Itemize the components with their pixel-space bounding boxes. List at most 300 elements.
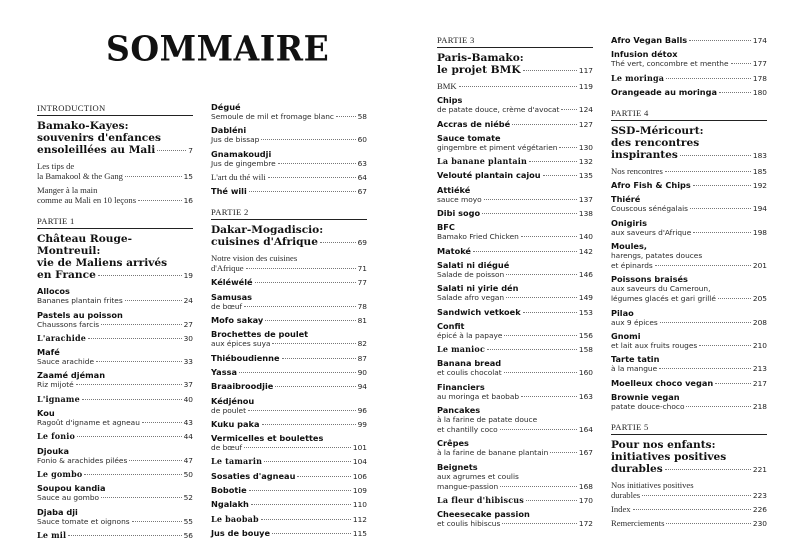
- entry-heading: Sauce tomate: [437, 132, 501, 143]
- entry-title: Matoké: [437, 245, 471, 256]
- toc-entry[interactable]: [611, 241, 767, 271]
- entry-line[interactable]: [437, 344, 593, 355]
- page-number: 109: [352, 486, 367, 496]
- page-number: 110: [352, 500, 367, 510]
- page-number: 180: [752, 87, 767, 97]
- entry-line[interactable]: [37, 380, 193, 390]
- toc-entry[interactable]: [437, 95, 593, 115]
- entry-line[interactable]: [37, 431, 193, 442]
- dot-leader: [68, 535, 181, 536]
- toc-entry[interactable]: [611, 49, 767, 69]
- entry-title: aux épices suya: [211, 339, 271, 349]
- chapter-title-line: Pour nos enfants:: [611, 438, 716, 451]
- dot-leader: [297, 476, 350, 477]
- page-number: 198: [752, 227, 767, 237]
- entry-title: L'art du thé wili: [211, 171, 266, 182]
- chapter-heading[interactable]: [611, 125, 767, 162]
- entry-title: Thé wili: [211, 186, 247, 197]
- page-number: 223: [752, 490, 767, 500]
- dot-leader: [264, 461, 351, 462]
- chapter-heading[interactable]: [611, 439, 767, 476]
- toc-entry[interactable]: [437, 260, 593, 280]
- entry-heading: Moules,: [611, 241, 647, 252]
- toc-entry[interactable]: [611, 87, 767, 98]
- dot-leader: [543, 175, 577, 176]
- entry-title: comme au Mali en 10 leçons: [37, 195, 137, 206]
- toc-entry[interactable]: [211, 102, 367, 122]
- toc-entry[interactable]: [211, 528, 367, 539]
- entry-line[interactable]: [437, 246, 593, 257]
- dot-leader: [500, 486, 577, 487]
- section-label: PARTIE 2: [211, 207, 367, 220]
- toc-entry[interactable]: [437, 307, 593, 318]
- entry-line[interactable]: [611, 518, 767, 529]
- dot-leader: [248, 410, 356, 411]
- dot-leader: [76, 384, 182, 385]
- toc-entry[interactable]: [611, 392, 767, 412]
- toc-entry[interactable]: [611, 354, 767, 374]
- toc-entry[interactable]: [37, 333, 193, 344]
- entry-line[interactable]: [211, 159, 367, 169]
- entry-line[interactable]: [437, 81, 593, 92]
- entry-line[interactable]: [611, 73, 767, 84]
- section-label: PARTIE 1: [37, 216, 193, 229]
- entry-line[interactable]: [37, 517, 193, 527]
- entry-line[interactable]: [611, 504, 767, 515]
- toc-entry[interactable]: [437, 382, 593, 402]
- page-number: 158: [578, 345, 593, 355]
- entry-line[interactable]: [37, 357, 193, 367]
- entry-title: épicé à la papaye: [437, 330, 503, 340]
- toc-entry[interactable]: [211, 186, 367, 197]
- dot-leader: [655, 265, 751, 266]
- entry-heading: Tarte tatin: [611, 354, 660, 365]
- section-label: PARTIE 5: [611, 422, 767, 435]
- entry-title: Moelleux choco vegan: [611, 377, 714, 388]
- entry-line[interactable]: [211, 485, 367, 496]
- dot-leader: [142, 422, 182, 423]
- entry-line[interactable]: [437, 368, 593, 378]
- entry-line[interactable]: [611, 35, 767, 46]
- toc-entry[interactable]: [37, 394, 193, 405]
- dot-leader: [506, 274, 577, 275]
- entry-line[interactable]: [211, 135, 367, 145]
- dot-leader: [506, 297, 577, 298]
- toc-entry[interactable]: [437, 208, 593, 219]
- toc-entry[interactable]: [611, 194, 767, 214]
- toc-entry[interactable]: [611, 480, 767, 501]
- entry-line: Manger à la main: [37, 185, 98, 196]
- toc-entry[interactable]: [37, 431, 193, 442]
- entry-title: gingembre et piment végétarien: [437, 142, 558, 152]
- toc-entry[interactable]: [37, 408, 193, 428]
- entry-line[interactable]: [37, 493, 193, 503]
- entry-line[interactable]: [211, 172, 367, 183]
- entry-line[interactable]: [211, 456, 367, 467]
- page-number: 78: [357, 301, 367, 311]
- entry-line: aux saveurs du Cameroun,: [611, 284, 711, 294]
- toc-entry[interactable]: [37, 483, 193, 503]
- entry-title: Index: [611, 504, 631, 515]
- entry-line[interactable]: [611, 87, 767, 98]
- toc-entry[interactable]: [211, 433, 367, 453]
- entry-heading: Banana bread: [437, 358, 502, 369]
- entry-line[interactable]: [437, 156, 593, 167]
- entry-line[interactable]: [37, 394, 193, 405]
- toc-entry[interactable]: [37, 286, 193, 306]
- toc-entry[interactable]: [211, 353, 367, 364]
- chapter-title-line: initiatives positives: [611, 450, 727, 463]
- dot-leader: [715, 383, 751, 384]
- toc-column-3: [437, 35, 593, 539]
- chapter-title-line[interactable]: [37, 144, 193, 157]
- entry-line[interactable]: [211, 339, 367, 349]
- toc-entry[interactable]: [611, 378, 767, 389]
- entry-line[interactable]: [611, 261, 767, 271]
- page-number: 101: [352, 443, 367, 453]
- toc-entry[interactable]: [611, 35, 767, 46]
- entry-heading: Brochettes de poulet: [211, 329, 309, 340]
- toc-entry[interactable]: [37, 469, 193, 480]
- entry-title: au moringa et baobab: [437, 391, 520, 401]
- entry-line[interactable]: [211, 499, 367, 510]
- entry-line[interactable]: [611, 166, 767, 177]
- entry-title: Le gombo: [37, 468, 83, 479]
- dot-leader: [251, 504, 351, 505]
- page-number: 127: [578, 119, 593, 129]
- dot-leader: [484, 199, 577, 200]
- entry-title: Bamako Fried Chicken: [437, 232, 519, 242]
- entry-title: de patate douce, crème d'avocat: [437, 105, 560, 115]
- dot-leader: [459, 86, 577, 87]
- entry-title: Velouté plantain cajou: [437, 170, 541, 181]
- toc-entry[interactable]: [611, 518, 767, 529]
- chapter-heading[interactable]: [37, 120, 193, 157]
- entry-title: Ragoût d'igname et agneau: [37, 418, 140, 428]
- dot-leader: [278, 163, 356, 164]
- entry-title: Orangeade au moringa: [611, 86, 717, 97]
- entry-line[interactable]: [437, 392, 593, 402]
- toc-entry[interactable]: [211, 396, 367, 416]
- page-number: 43: [183, 418, 193, 428]
- page-number: 178: [752, 73, 767, 83]
- toc-entry[interactable]: [211, 315, 367, 326]
- toc-entry[interactable]: [611, 308, 767, 328]
- toc-entry[interactable]: [437, 133, 593, 153]
- page-number: 71: [357, 264, 367, 274]
- entry-title: Afro Fish & Chips: [611, 180, 691, 191]
- chapter-title-line[interactable]: [37, 269, 193, 282]
- dot-leader: [249, 490, 351, 491]
- toc-entry[interactable]: [437, 509, 593, 529]
- entry-line[interactable]: [437, 208, 593, 219]
- entry-line[interactable]: [37, 530, 193, 541]
- entry-title: Ngalakh: [211, 499, 249, 510]
- entry-line[interactable]: [37, 195, 193, 206]
- dot-leader: [262, 424, 356, 425]
- toc-entry[interactable]: [437, 438, 593, 458]
- toc-entry[interactable]: [211, 277, 367, 288]
- toc-entry[interactable]: [211, 485, 367, 496]
- page-number: 210: [752, 340, 767, 350]
- entry-line[interactable]: [211, 112, 367, 122]
- entry-line[interactable]: [611, 364, 767, 374]
- chapter-title-line: Château Rouge-Montreuil:: [37, 233, 133, 258]
- page-number: 185: [752, 166, 767, 176]
- entry-title: L'arachide: [37, 332, 87, 343]
- entry-line[interactable]: [437, 119, 593, 130]
- entry-title: Accras de niébé: [437, 118, 511, 129]
- dot-leader: [88, 338, 182, 339]
- entry-line[interactable]: [211, 263, 367, 274]
- entry-title: Braaibroodjie: [211, 381, 274, 392]
- entry-line[interactable]: [211, 367, 367, 378]
- entry-title: patate douce-choco: [611, 401, 685, 411]
- entry-title: Le mil: [37, 529, 67, 540]
- page-number: 24: [183, 296, 193, 306]
- entry-line[interactable]: [211, 514, 367, 525]
- toc-entry[interactable]: [211, 456, 367, 467]
- dot-leader: [699, 345, 751, 346]
- toc-entry[interactable]: [437, 156, 593, 167]
- dot-leader: [84, 474, 181, 475]
- page-number: 213: [752, 364, 767, 374]
- entry-line[interactable]: [211, 277, 367, 288]
- toc-section: [611, 422, 767, 530]
- entry-line[interactable]: [211, 353, 367, 364]
- entry-line[interactable]: [211, 315, 367, 326]
- entry-line[interactable]: [37, 171, 193, 182]
- toc-entry[interactable]: [437, 405, 593, 435]
- entry-line[interactable]: [37, 418, 193, 428]
- page-number: 194: [752, 204, 767, 214]
- entry-title: Sauce tomate et oignons: [37, 516, 130, 526]
- entry-line[interactable]: [437, 448, 593, 458]
- dot-leader: [336, 116, 356, 117]
- entry-title: La banane plantain: [437, 156, 528, 167]
- toc-entry[interactable]: [211, 419, 367, 430]
- page-number: 117: [578, 66, 593, 75]
- entry-heading: Pancakes: [437, 405, 481, 416]
- entry-title: cuisines d'Afrique: [211, 236, 318, 249]
- entry-line[interactable]: [437, 495, 593, 506]
- toc-section: [437, 35, 593, 529]
- dot-leader: [665, 469, 751, 470]
- entry-title: Chaussons farcis: [37, 319, 100, 329]
- chapter-heading[interactable]: [211, 224, 367, 249]
- entry-line[interactable]: [611, 59, 767, 69]
- chapter-title-line[interactable]: [611, 463, 767, 476]
- entry-title: Sosaties d'agneau: [211, 470, 296, 481]
- page-number: 56: [183, 530, 193, 540]
- entry-line[interactable]: [437, 519, 593, 529]
- entry-title: Mofo sakay: [211, 315, 264, 326]
- dot-leader: [642, 495, 751, 496]
- chapter-title-line[interactable]: [437, 64, 593, 77]
- page-number: 37: [183, 380, 193, 390]
- toc-entry[interactable]: [211, 253, 367, 274]
- toc-entry[interactable]: [437, 119, 593, 130]
- dot-leader: [261, 519, 351, 520]
- toc-entry[interactable]: [37, 185, 193, 206]
- toc-entry[interactable]: [37, 507, 193, 527]
- entry-line[interactable]: [37, 296, 193, 306]
- toc-entry[interactable]: [211, 367, 367, 378]
- entry-line: harengs, patates douces: [611, 251, 703, 261]
- entry-line[interactable]: [437, 425, 593, 435]
- entry-heading: BFC: [437, 222, 455, 233]
- entry-line[interactable]: [611, 402, 767, 412]
- entry-line[interactable]: [611, 204, 767, 214]
- toc-entry[interactable]: [211, 125, 367, 145]
- toc-entry[interactable]: [37, 347, 193, 367]
- toc-entry[interactable]: [37, 446, 193, 466]
- entry-title: aux 9 épices: [611, 317, 658, 327]
- entry-line[interactable]: [437, 105, 593, 115]
- page-number: 221: [752, 464, 767, 474]
- entry-line[interactable]: [211, 406, 367, 416]
- entry-line[interactable]: [611, 228, 767, 238]
- toc-entry[interactable]: [437, 321, 593, 341]
- toc-entry[interactable]: [437, 462, 593, 492]
- entry-heading: Brownie vegan: [611, 391, 680, 402]
- toc-entry[interactable]: [611, 331, 767, 351]
- toc-entry[interactable]: [611, 73, 767, 84]
- toc-entry[interactable]: [611, 180, 767, 191]
- entry-line[interactable]: [437, 143, 593, 153]
- toc-section: [211, 102, 367, 197]
- page-number: 112: [352, 514, 367, 524]
- entry-heading: Beignets: [437, 461, 478, 472]
- dot-leader: [96, 361, 182, 362]
- entry-title: Le tamarin: [211, 456, 263, 467]
- entry-line[interactable]: [437, 482, 593, 492]
- entry-line[interactable]: [437, 331, 593, 341]
- entry-line[interactable]: [211, 381, 367, 392]
- entry-line[interactable]: [211, 443, 367, 453]
- toc-entry[interactable]: [37, 310, 193, 330]
- entry-line[interactable]: [611, 294, 767, 304]
- entry-line[interactable]: [611, 180, 767, 191]
- entry-title: Thiéboudienne: [211, 352, 280, 363]
- page-number: 192: [752, 181, 767, 191]
- entry-line[interactable]: [37, 333, 193, 344]
- dot-leader: [500, 429, 577, 430]
- entry-line[interactable]: [611, 490, 767, 501]
- toc-entry[interactable]: [437, 495, 593, 506]
- toc-entry[interactable]: [211, 514, 367, 525]
- chapter-title-line[interactable]: [211, 236, 367, 249]
- entry-line[interactable]: [37, 469, 193, 480]
- entry-line[interactable]: [611, 378, 767, 389]
- page-number: 33: [183, 357, 193, 367]
- toc-entry[interactable]: [611, 166, 767, 177]
- entry-title: Remerciements: [611, 518, 665, 529]
- page-number: 230: [752, 519, 767, 529]
- toc-entry[interactable]: [437, 185, 593, 205]
- toc-entry[interactable]: [211, 329, 367, 349]
- toc-section: [37, 216, 193, 541]
- entry-line[interactable]: [37, 320, 193, 330]
- entry-title: et coulis hibiscus: [437, 519, 501, 529]
- dot-leader: [502, 523, 577, 524]
- chapter-heading[interactable]: [37, 233, 193, 282]
- entry-line[interactable]: [211, 302, 367, 312]
- entry-title: et lait aux fruits rouges: [611, 340, 698, 350]
- toc-entry[interactable]: [211, 471, 367, 482]
- entry-line[interactable]: [611, 341, 767, 351]
- chapter-title-line: Dakar-Mogadiscio:: [211, 224, 324, 237]
- page-number: 44: [183, 432, 193, 442]
- entry-line[interactable]: [211, 528, 367, 539]
- entry-line[interactable]: [437, 232, 593, 242]
- toc-entry[interactable]: [37, 370, 193, 390]
- chapter-title-line[interactable]: [611, 149, 767, 162]
- entry-line[interactable]: [211, 419, 367, 430]
- dot-leader: [666, 78, 751, 79]
- dot-leader: [101, 497, 182, 498]
- toc-entry[interactable]: [437, 170, 593, 181]
- entry-line[interactable]: [437, 195, 593, 205]
- entry-title: de bœuf: [211, 301, 243, 311]
- entry-heading: Gnomi: [611, 330, 641, 341]
- entry-title: Sandwich vetkoek: [437, 306, 521, 317]
- entry-line[interactable]: [437, 293, 593, 303]
- entry-line[interactable]: [211, 471, 367, 482]
- toc-entry[interactable]: [611, 504, 767, 515]
- toc-entry[interactable]: [437, 283, 593, 303]
- entry-title: Dibi sogo: [437, 208, 481, 219]
- entry-line[interactable]: [611, 318, 767, 328]
- toc-section: [211, 207, 367, 539]
- toc-entry[interactable]: [211, 172, 367, 183]
- toc-entry[interactable]: [37, 161, 193, 182]
- dot-leader: [82, 399, 182, 400]
- page-number: 50: [183, 469, 193, 479]
- entry-title: le projet BMK: [437, 64, 521, 76]
- page-number: 168: [578, 481, 593, 491]
- toc-entry[interactable]: [611, 218, 767, 238]
- toc-entry[interactable]: [437, 222, 593, 242]
- toc-entry[interactable]: [211, 149, 367, 169]
- entry-title: sauce moyo: [437, 194, 482, 204]
- toc-entry[interactable]: [211, 381, 367, 392]
- entry-line[interactable]: [437, 170, 593, 181]
- entry-line[interactable]: [437, 307, 593, 318]
- entry-title: Jus de gingembre: [211, 158, 276, 168]
- toc-entry[interactable]: [437, 358, 593, 378]
- entry-line[interactable]: [437, 270, 593, 280]
- toc-entry[interactable]: [437, 81, 593, 92]
- toc-entry[interactable]: [437, 246, 593, 257]
- entry-line[interactable]: [37, 456, 193, 466]
- page-number: 106: [352, 471, 367, 481]
- page-number: 115: [352, 528, 367, 538]
- toc-entry[interactable]: [611, 274, 767, 304]
- page-number: 174: [752, 36, 767, 45]
- toc-entry[interactable]: [37, 530, 193, 541]
- toc-entry[interactable]: [211, 292, 367, 312]
- dot-leader: [660, 322, 751, 323]
- toc-entry[interactable]: [437, 344, 593, 355]
- toc-entry[interactable]: [211, 499, 367, 510]
- dot-leader: [272, 533, 351, 534]
- entry-line[interactable]: [211, 186, 367, 197]
- dot-leader: [523, 70, 577, 71]
- dot-leader: [561, 109, 576, 110]
- chapter-heading[interactable]: [437, 52, 593, 77]
- entry-title: Le baobab: [211, 513, 259, 524]
